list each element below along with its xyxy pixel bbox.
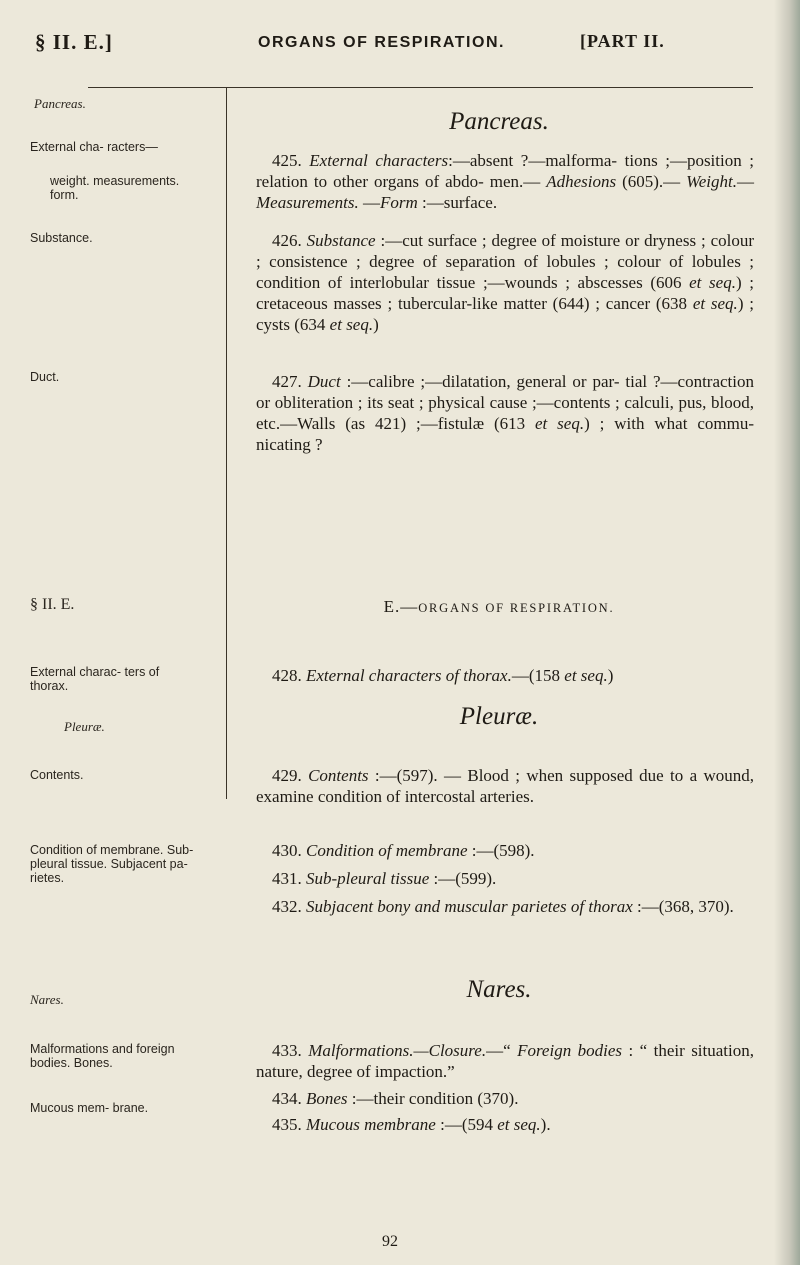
heading-nares: Nares. bbox=[466, 976, 532, 1003]
para-text: :—(597). — Blood ; when supposed due to a wound, examine condition of intercostal arteries. bbox=[256, 766, 754, 806]
paragraph-426 bbox=[256, 230, 754, 335]
para-italic: Measurements. bbox=[256, 193, 359, 212]
para-lead: Sub-pleural tissue bbox=[306, 869, 430, 888]
para-text: :—(599). bbox=[429, 869, 497, 888]
para-number: 428. bbox=[272, 666, 302, 685]
para-italic: Foreign bodies bbox=[517, 1041, 623, 1060]
para-lead: Subjacent bony and muscular parietes of thorax bbox=[306, 897, 633, 916]
para-italic: et seq. bbox=[692, 294, 738, 313]
heading-pancreas: Pancreas. bbox=[449, 108, 549, 135]
margin-note-external-characters: External cha- racters— bbox=[30, 140, 158, 154]
margin-note-contents: Contents. bbox=[30, 768, 84, 782]
para-italic: Weight. bbox=[686, 172, 737, 191]
para-number: 433. bbox=[272, 1041, 302, 1060]
paragraph-429 bbox=[256, 765, 754, 807]
paragraph-432 bbox=[256, 896, 754, 917]
header-section-ref: § II. E.] bbox=[35, 30, 113, 54]
para-lead: Malformations.—Closure. bbox=[308, 1041, 487, 1060]
paragraph-425 bbox=[256, 150, 754, 213]
para-text: :—(598). bbox=[467, 841, 535, 860]
paragraph-433 bbox=[256, 1040, 754, 1082]
paragraph-430 bbox=[256, 840, 754, 861]
para-text: — bbox=[358, 193, 381, 212]
margin-note-substance: Substance. bbox=[30, 231, 93, 245]
para-text: :—their condition (370). bbox=[347, 1089, 519, 1108]
para-text: (605).— bbox=[616, 172, 687, 191]
para-text: ) bbox=[373, 315, 379, 334]
header-part: [PART II. bbox=[580, 31, 665, 51]
margin-note-condition: Condition of membrane. Sub-pleural tissue. Subjacent pa- rietes. bbox=[30, 843, 194, 885]
para-lead: Duct bbox=[307, 372, 341, 391]
para-lead: Substance bbox=[306, 231, 376, 250]
heading-pleurae: Pleuræ. bbox=[459, 703, 539, 730]
header-rule bbox=[88, 87, 753, 88]
page-edge-shadow bbox=[774, 0, 800, 1265]
para-number: 432. bbox=[272, 897, 302, 916]
para-italic: Form bbox=[380, 193, 418, 212]
para-lead: Mucous membrane bbox=[306, 1115, 436, 1134]
para-italic: et seq. bbox=[497, 1115, 541, 1134]
para-text: —(158 bbox=[511, 666, 565, 685]
para-text: —“ bbox=[486, 1041, 518, 1060]
para-italic: et seq. bbox=[329, 315, 374, 334]
paragraph-434 bbox=[256, 1088, 754, 1109]
margin-note-section: § II. E. bbox=[30, 596, 75, 613]
para-text: ) ; cretaceous masses ; tubercular-like matter (644) ; cancer (638 bbox=[256, 273, 754, 313]
para-number: 435. bbox=[272, 1115, 302, 1134]
para-lead: Bones bbox=[306, 1089, 348, 1108]
para-text: :—surface. bbox=[417, 193, 498, 212]
para-text: — bbox=[737, 172, 754, 191]
margin-divider bbox=[226, 87, 227, 799]
para-lead: External characters of thorax. bbox=[306, 666, 512, 685]
para-text: :—absent ?—malforma- tions ;—position ; relation to other organs of abdo- men.— bbox=[256, 151, 754, 191]
margin-note-malformations: Malformations and foreign bodies. Bones. bbox=[30, 1042, 175, 1070]
para-text: :—cut surface ; degree of moisture or dryness ; colour ; consistence ; degree of separation of lobules ; colour of lobules ; condition of interlobular tissue ;—wounds ; abscesses (606 bbox=[256, 231, 755, 292]
para-lead: Contents bbox=[308, 766, 369, 785]
paragraph-428 bbox=[256, 665, 754, 686]
para-lead: Condition of membrane bbox=[306, 841, 468, 860]
paragraph-427 bbox=[256, 371, 754, 455]
margin-note-pleurae: Pleuræ. bbox=[64, 719, 105, 734]
margin-note-weight: weight. measurements. form. bbox=[50, 174, 180, 202]
para-number: 430. bbox=[272, 841, 302, 860]
margin-note-external-thorax: External charac- ters of thorax. bbox=[30, 665, 160, 693]
header-title: ORGANS OF RESPIRATION. bbox=[258, 34, 505, 51]
paragraph-435 bbox=[256, 1114, 754, 1135]
para-text: :—(594 bbox=[435, 1115, 498, 1134]
para-lead: External characters bbox=[309, 151, 449, 170]
margin-note-duct: Duct. bbox=[30, 370, 60, 384]
paragraph-431 bbox=[256, 868, 754, 889]
para-text: :—calibre ;—dilatation, general or par- tial ?—contraction or obliteration ; its seat ; physical cause ;—contents ; calculi, pus, blood, etc.—Walls (as 421) ;—fistulæ (613 bbox=[256, 372, 754, 433]
para-number: 429. bbox=[272, 766, 302, 785]
para-number: 426. bbox=[272, 231, 302, 250]
margin-note-mucous: Mucous mem- brane. bbox=[30, 1101, 149, 1115]
section-prefix: E.— bbox=[383, 597, 419, 616]
para-number: 434. bbox=[272, 1089, 302, 1108]
para-text: ) ; cysts (634 bbox=[256, 294, 754, 334]
section-title-text: ORGANS OF RESPIRATION. bbox=[418, 601, 615, 615]
para-text: ). bbox=[540, 1115, 551, 1134]
running-header bbox=[0, 30, 780, 60]
margin-note-pancreas: Pancreas. bbox=[34, 96, 86, 111]
para-number: 425. bbox=[272, 151, 302, 170]
para-text: ) ; with what commu- nicating ? bbox=[256, 414, 754, 454]
para-italic: Adhesions bbox=[546, 172, 617, 191]
para-italic: et seq. bbox=[689, 273, 736, 292]
section-title bbox=[244, 597, 754, 617]
margin-note-nares: Nares. bbox=[30, 992, 64, 1007]
para-italic: et seq. bbox=[535, 414, 585, 433]
para-number: 427. bbox=[272, 372, 302, 391]
para-text: :—(368, 370). bbox=[632, 897, 734, 916]
para-text: : “ their situation, nature, degree of impaction.” bbox=[256, 1041, 754, 1081]
page-number: 92 bbox=[382, 1233, 398, 1250]
para-text: ) bbox=[607, 666, 614, 685]
para-number: 431. bbox=[272, 869, 302, 888]
para-italic: et seq. bbox=[564, 666, 608, 685]
